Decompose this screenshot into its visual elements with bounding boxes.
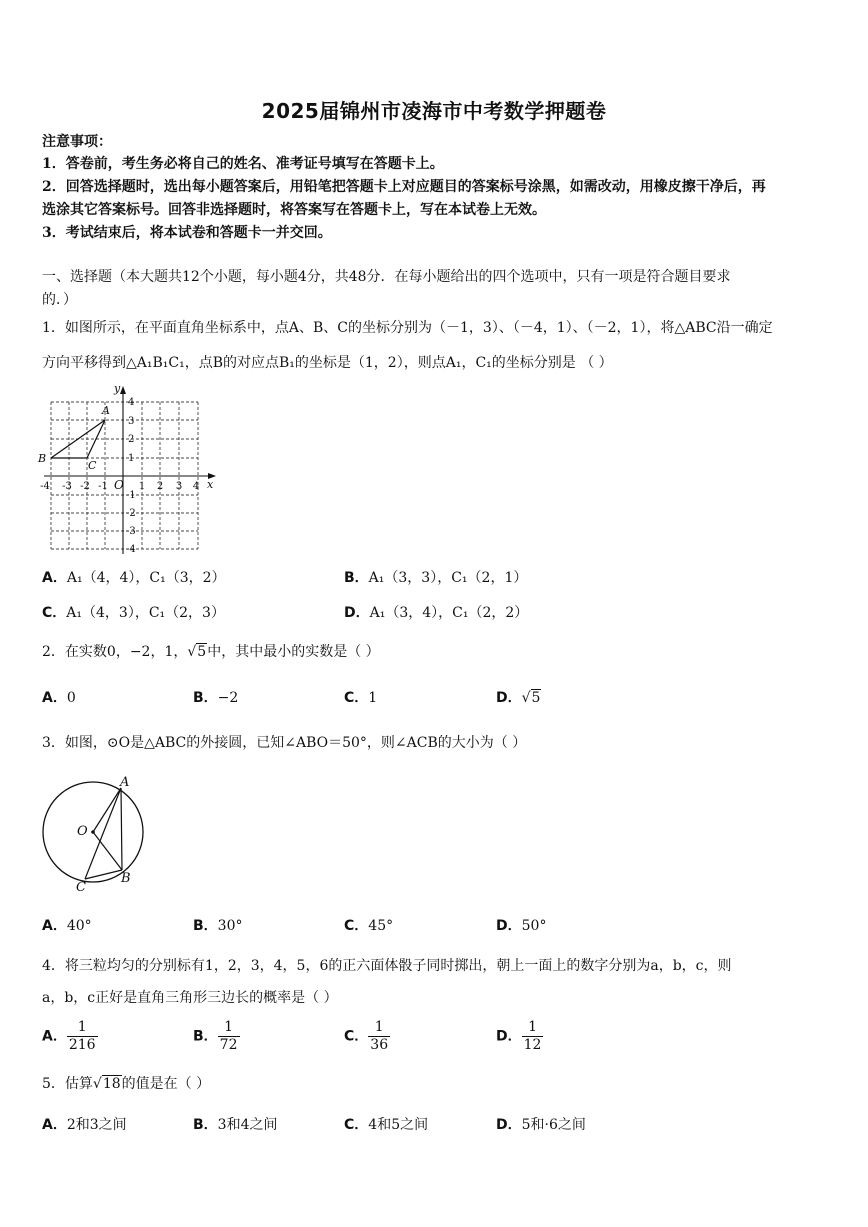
fraction: $\frac{1}{36}$ xyxy=(370,1019,389,1053)
q1-x-tick: 4 xyxy=(192,481,200,492)
q5-option-c[interactable]: C．4和5之间 xyxy=(344,1117,429,1133)
q1-x-tick: -1 xyxy=(98,481,108,492)
q2-option-d[interactable]: D．√5 xyxy=(496,690,541,706)
q3-option-a[interactable]: A．40° xyxy=(42,918,92,934)
q1-coordinate-figure xyxy=(36,382,226,554)
notes-heading: 注意事项： xyxy=(42,134,112,150)
q3-point-a-label: A xyxy=(120,775,130,790)
q1-y-label: y xyxy=(114,382,121,395)
q1-y-tick: -1 xyxy=(126,490,136,501)
q1-option-c[interactable]: C．A₁（4，3），C₁（2，3） xyxy=(42,605,225,621)
note-2-cont: 选涂其它答案标号。回答非选择题时，将答案写在答题卡上，写在本试卷上无效。 xyxy=(42,202,546,218)
page-title: 2025届锦州市凌海市中考数学押题卷 xyxy=(261,99,607,123)
q1-x-tick: 3 xyxy=(175,481,183,492)
q1-x-tick: 2 xyxy=(156,481,164,492)
note-1: 1．答卷前，考生务必将自己的姓名、准考证号填写在答题卡上。 xyxy=(42,156,444,172)
q4-line1: 4．将三粒均匀的分别标有1，2，3，4，5，6的正六面体骰子同时掷出，朝上一面上的数字分别为a，b，c，则 xyxy=(42,958,732,974)
q1-y-tick: 4 xyxy=(128,397,135,408)
q1-y-tick: -3 xyxy=(126,526,136,537)
q5-option-b[interactable]: B．3和4之间 xyxy=(193,1117,278,1133)
q1-point-c-label: C xyxy=(88,459,97,472)
fraction: $\frac{1}{72}$ xyxy=(219,1019,238,1053)
q1-x-label: x xyxy=(207,478,214,491)
q1-y-tick: 2 xyxy=(128,434,135,445)
q2-question: 2．在实数0，−2，1，√5中，其中最小的实数是（ ） xyxy=(42,644,380,660)
q5-question: 5．估算√18的值是在（ ） xyxy=(42,1076,211,1092)
sqrt-symbol: √5 xyxy=(187,644,207,660)
q1-x-tick: -4 xyxy=(40,481,50,492)
q1-origin-label: O xyxy=(114,478,124,492)
q1-y-tick: -2 xyxy=(126,508,136,519)
q1-line2: 方向平移得到△A₁B₁C₁，点B的对应点B₁的坐标是（1，2），则点A₁，C₁的坐标分别是 （ ） xyxy=(42,355,613,371)
q4-option-c[interactable]: C． $\frac{1}{36}$ xyxy=(344,1019,389,1053)
fraction: $\frac{1}{216}$ xyxy=(68,1019,96,1053)
q1-option-a[interactable]: A．A₁（4，4），C₁（3，2） xyxy=(42,570,226,586)
fraction: $\frac{1}{12}$ xyxy=(523,1019,542,1053)
q1-point-b-label: B xyxy=(38,452,47,465)
q3-point-o-label: O xyxy=(77,824,88,839)
q3-center-point xyxy=(91,830,95,834)
q3-circle-figure xyxy=(38,772,150,894)
q5-option-d[interactable]: D．5和·6之间 xyxy=(496,1117,586,1133)
q3-triangle-abc xyxy=(85,788,122,879)
q1-y-tick: -4 xyxy=(126,544,136,554)
note-3: 3．考试结束后，将本试卷和答题卡一并交回。 xyxy=(42,225,332,241)
q1-point-a-label: A xyxy=(102,404,110,417)
q4-option-d[interactable]: D． $\frac{1}{12}$ xyxy=(496,1019,542,1053)
q3-question: 3．如图，⊙O是△ABC的外接圆，已知∠ABO＝50°，则∠ACB的大小为（ ） xyxy=(42,735,527,751)
q3-point-c-label: C xyxy=(76,880,86,894)
sqrt-symbol: √5 xyxy=(521,690,541,706)
section-heading: 一、选择题（本大题共12个小题，每小题4分，共48分．在每小题给出的四个选项中，只有一项是符合题目要求 xyxy=(42,269,731,285)
q1-y-tick: 3 xyxy=(128,416,135,427)
q4-option-a[interactable]: A． $\frac{1}{216}$ xyxy=(42,1019,96,1053)
q5-option-a[interactable]: A．2和3之间 xyxy=(42,1117,127,1133)
section-heading-cont: 的．） xyxy=(42,292,77,308)
q1-x-tick: 1 xyxy=(138,481,146,492)
sqrt-symbol: √18 xyxy=(92,1076,121,1092)
q2-option-b[interactable]: B．−2 xyxy=(193,690,239,706)
q4-option-b[interactable]: B． $\frac{1}{72}$ xyxy=(193,1019,238,1053)
q4-line2: a，b，c正好是直角三角形三边长的概率是（ ） xyxy=(42,990,338,1006)
q1-option-d[interactable]: D．A₁（3，4），C₁（2，2） xyxy=(344,605,529,621)
q1-y-arrow xyxy=(120,386,126,394)
note-2: 2．回答选择题时，选出每小题答案后，用铅笔把答题卡上对应题目的答案标号涂黑，如需改动，用橡皮擦干净后，再 xyxy=(42,179,766,195)
q1-option-b[interactable]: B．A₁（3，3），C₁（2，1） xyxy=(344,570,528,586)
q1-x-tick: -3 xyxy=(62,481,72,492)
q2-option-a[interactable]: A．0 xyxy=(42,690,76,706)
q3-option-b[interactable]: B．30° xyxy=(193,918,243,934)
q3-option-c[interactable]: C．45° xyxy=(344,918,394,934)
q2-option-c[interactable]: C．1 xyxy=(344,690,378,706)
q3-option-d[interactable]: D．50° xyxy=(496,918,547,934)
q1-y-tick: 1 xyxy=(128,453,135,464)
q3-point-b-label: B xyxy=(121,871,131,886)
q1-x-tick: -2 xyxy=(80,481,90,492)
q1-line1: 1．如图所示，在平面直角坐标系中，点A、B、C的坐标分别为（－1，3）、（－4，1）、（－2，1），将△ABC沿一确定 xyxy=(42,320,773,336)
